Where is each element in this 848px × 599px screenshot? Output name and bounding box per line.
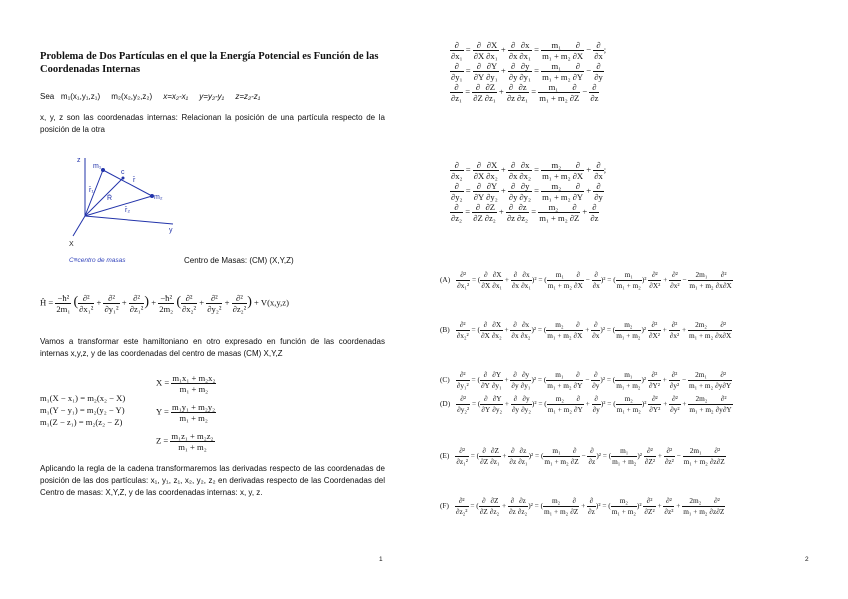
transform-text: Vamos a transformar este hamiltoniano en otro expresado en función de las coordenadas internas x,y,z, y de las coordenadas del centro de masas (CM) X,Y,Z: [40, 337, 385, 358]
cm-eq-2: m₁(Y − y₁) = m₂(y₂ − Y): [40, 405, 125, 415]
d2-y: $\frac{\partial}{\text{∂y₂}}$ = $\frac{\partial}{\partial Y}$ $\frac{\partial Y}{\text{∂y₂}}$ + $\frac{\partial}{\partial y}$ $\frac{\partial y}{\text{∂y₂}}$ = $\frac{\text{m₂}}{\text{m₁ + m₂}}$ $\frac{\partial}{\partial Y}$ + $\frac{\partial}{\partial y}$: [451, 181, 603, 202]
hamiltonian-equation: Ĥ = $\frac{\text{−ħ²}}{\text{2m₁}}$ ( $\frac{\text{∂²}}{\text{∂x₁²}}$ + $\frac{\text{∂²}}{\text{∂y₁²}}$ + $\frac{\text{∂²}}{\text{∂z₁²}}$ ) + $\frac{\text{−ħ²}}{\text{2m₂}}$ ( $\frac{\text{∂²}}{\text{∂x₂²}}$ + $\frac{\text{∂²}}{\text{∂y₂²}}$ + $\frac{\text{∂²}}{\text{∂z₂²}}$ ) + V(x,y,z): [40, 293, 289, 314]
X-lhs: X =: [156, 377, 170, 388]
second-derivative-expr: $\frac{\text{∂²}}{\text{∂x₁²}}$ = ( $\frac{\partial}{\partial X}$ $\frac{\partial X}{\text{∂x₁}}$ + $\frac{\partial}{\partial x}$ $\frac{\partial x}{\text{∂x₁}}$ )² = ( $\frac{\text{m₁}}{\text{m₁ + m₂}}$ $\frac{\partial}{\partial X}$ − $\frac{\partial}{\partial x}$ )² = ( $\frac{\text{m₁}}{\text{m₁ + m₂}}$ )² $\frac{\text{∂²}}{\text{∂X²}}$ + $\frac{\text{∂²}}{\text{∂x²}}$ − $\frac{\text{2m₁}}{\text{m₁ + m₂}}$ $\frac{\text{∂²}}{\partial x\partial X}$: [457, 270, 732, 290]
fig-r1: r̄₁: [89, 187, 94, 194]
second-derivative-row: [440, 496, 725, 517]
d2-z: $\frac{\partial}{\text{∂z₂}}$ = $\frac{\partial}{\partial Z}$ $\frac{\partial Z}{\text{∂z₂}}$ + $\frac{\partial}{\partial z}$ $\frac{\partial z}{\text{∂z₂}}$ = $\frac{\text{m₂}}{\text{m₁ + m₂}}$ $\frac{\partial}{\partial Z}$ + $\frac{\partial}{\partial z}$: [451, 202, 599, 223]
sea-label: Sea: [40, 92, 55, 101]
X-den: m₁ + m₂: [179, 384, 209, 394]
equation-label: (D): [440, 399, 451, 409]
fig-R: R̄: [107, 195, 113, 202]
d2-x: $\frac{\partial}{\text{∂x₂}}$ = $\frac{\partial}{\partial X}$ $\frac{\partial X}{\text{∂x₂}}$ + $\frac{\partial}{\partial x}$ $\frac{\partial x}{\text{∂x₂}}$ = $\frac{\text{m₂}}{\text{m₁ + m₂}}$ $\frac{\partial}{\partial X}$ + $\frac{\partial}{\partial x}$ ;: [451, 160, 607, 181]
coordinate-figure: [55, 150, 195, 268]
equation-label: (B): [440, 325, 450, 335]
Z-lhs: Z =: [156, 435, 169, 446]
fig-r: r̄: [133, 177, 136, 184]
Y-lhs: Y =: [156, 406, 169, 417]
fig-m2: m₂: [154, 194, 163, 201]
equation-label: (A): [440, 275, 451, 285]
page-2: [424, 0, 848, 599]
d1-y: $\frac{\partial}{\text{∂y₁}}$ = $\frac{\partial}{\partial Y}$ $\frac{\partial Y}{\text{∂y₁}}$ + $\frac{\partial}{\partial y}$ $\frac{\partial y}{\text{∂y₁}}$ = $\frac{\text{m₁}}{\text{m₁ + m₂}}$ $\frac{\partial}{\partial Y}$ − $\frac{\partial}{\partial y}$: [451, 61, 603, 82]
d1-x: $\frac{\partial}{\text{∂x₁}}$ = $\frac{\partial}{\partial X}$ $\frac{\partial X}{\text{∂x₁}}$ + $\frac{\partial}{\partial x}$ $\frac{\partial x}{\text{∂x₁}}$ = $\frac{\text{m₁}}{\text{m₁ + m₂}}$ $\frac{\partial}{\partial X}$ − $\frac{\partial}{\partial x}$ ;: [451, 40, 607, 61]
second-derivative-expr: $\frac{\text{∂²}}{\text{∂z₂²}}$ = ( $\frac{\partial}{\partial Z}$ $\frac{\partial Z}{\text{∂z₂}}$ + $\frac{\partial}{\partial z}$ $\frac{\partial z}{\text{∂z₂}}$ )² = ( $\frac{\text{m₂}}{\text{m₁ + m₂}}$ $\frac{\partial}{\partial Z}$ + $\frac{\partial}{\partial z}$ )² = ( $\frac{\text{m₂}}{\text{m₁ + m₂}}$ )² $\frac{\text{∂²}}{\text{∂Z²}}$ + $\frac{\text{∂²}}{\text{∂z²}}$ + $\frac{\text{2m₂}}{\text{m₁ + m₂}}$ $\frac{\text{∂²}}{\partial z\partial Z}$: [455, 496, 725, 516]
Y-den: m₁ + m₂: [179, 413, 208, 423]
X-num: m₁x₁ + m₂x₂: [172, 373, 216, 383]
page-number-2: 2: [805, 556, 809, 563]
second-derivative-row: [440, 394, 733, 415]
y-def: y=y₂-y₁: [199, 92, 225, 101]
Y-num: m₁y₁ + m₂y₂: [172, 402, 216, 412]
y-axis: [85, 216, 173, 224]
d1-z: $\frac{\partial}{\text{∂z₁}}$ = $\frac{\partial}{\partial Z}$ $\frac{\partial Z}{\text{∂z₁}}$ + $\frac{\partial}{\partial z}$ $\frac{\partial z}{\text{∂z₁}}$ = $\frac{\text{m₁}}{\text{m₁ + m₂}}$ $\frac{\partial}{\partial Z}$ − $\frac{\partial}{\partial z}$: [451, 82, 599, 103]
r1-vector: [85, 170, 103, 216]
X-cm-def: [156, 373, 216, 394]
fig-c: c: [121, 169, 125, 176]
equation-label: (C): [440, 375, 450, 385]
internal-coords-text: x, y, z son las coordenadas internas: Relacionan la posición de una partícula respecto de la posición de la otra: [40, 113, 385, 134]
first-derivatives-particle-2: [450, 160, 606, 223]
Z-num: m₁z₁ + m₂z₂: [171, 431, 214, 441]
equation-label: (F): [440, 501, 449, 511]
Y-cm-def: [156, 402, 216, 423]
second-derivative-row: [440, 370, 732, 391]
cm-point: [122, 177, 125, 180]
z-def: z=z₂-z₁: [235, 92, 261, 101]
fig-axis-x: X: [69, 241, 74, 248]
second-derivative-expr: $\frac{\text{∂²}}{\text{∂x₂²}}$ = ( $\frac{\partial}{\partial X}$ $\frac{\partial X}{\text{∂x₂}}$ + $\frac{\partial}{\partial x}$ $\frac{\partial x}{\text{∂x₂}}$ )² = ( $\frac{\text{m₂}}{\text{m₁ + m₂}}$ $\frac{\partial}{\partial X}$ + $\frac{\partial}{\partial x}$ )² = ( $\frac{\text{m₂}}{\text{m₁ + m₂}}$ )² $\frac{\text{∂²}}{\text{∂X²}}$ + $\frac{\text{∂²}}{\text{∂x²}}$ + $\frac{\text{2m₂}}{\text{m₁ + m₂}}$ $\frac{\text{∂²}}{\partial x\partial X}$: [456, 320, 732, 340]
first-derivatives-particle-1: [450, 40, 606, 103]
fig-axis-z: z: [77, 157, 81, 164]
m2-coords: m₂(x₂,y₂,z₂): [111, 92, 153, 101]
second-derivative-expr: $\frac{\text{∂²}}{\text{∂y₂²}}$ = ( $\frac{\partial}{\partial Y}$ $\frac{\partial Y}{\text{∂y₂}}$ + $\frac{\partial}{\partial y}$ $\frac{\partial y}{\text{∂y₂}}$ )² = ( $\frac{\text{m₂}}{\text{m₁ + m₂}}$ $\frac{\partial}{\partial Y}$ + $\frac{\partial}{\partial y}$ )² = ( $\frac{\text{m₂}}{\text{m₁ + m₂}}$ )² $\frac{\text{∂²}}{\text{∂Y²}}$ + $\frac{\text{∂²}}{\text{∂y²}}$ + $\frac{\text{2m₂}}{\text{m₁ + m₂}}$ $\frac{\text{∂²}}{\partial y\partial Y}$: [457, 394, 732, 414]
x-def: x=x₂-x₁: [163, 92, 189, 101]
equation-label: (E): [440, 451, 450, 461]
x-axis: [73, 216, 85, 236]
Z-cm-def: [156, 431, 215, 452]
cm-eq-3: m₁(Z − z₁) = m₂(z₂ − Z): [40, 417, 123, 427]
second-derivative-row: [440, 320, 732, 341]
cm-equations: [40, 392, 125, 428]
m1-coords: m₁(x₁,y₁,z₁): [60, 92, 101, 101]
page-number-1: 1: [379, 556, 383, 563]
second-derivative-expr: $\frac{\text{∂²}}{\text{∂z₁²}}$ = ( $\frac{\partial}{\partial Z}$ $\frac{\partial Z}{\text{∂z₁}}$ + $\frac{\partial}{\partial z}$ $\frac{\partial z}{\text{∂z₁}}$ )² = ( $\frac{\text{m₁}}{\text{m₁ + m₂}}$ $\frac{\partial}{\partial Z}$ − $\frac{\partial}{\partial z}$ )² = ( $\frac{\text{m₁}}{\text{m₁ + m₂}}$ )² $\frac{\text{∂²}}{\text{∂Z²}}$ + $\frac{\text{∂²}}{\text{∂z²}}$ − $\frac{\text{2m₁}}{\text{m₁ + m₂}}$ $\frac{\text{∂²}}{\partial z\partial Z}$: [456, 446, 725, 466]
cm-label: Centro de Masas: (CM) (X,Y,Z): [184, 256, 294, 265]
cm-eq-1: m₁(X − x₁) = m₂(x₂ − X): [40, 393, 126, 403]
chain-rule-text: Aplicando la regla de la cadena transformaremos las derivadas respecto de las coordenadas de posición de las dos partículas: x₁, y₁, z₁, x₂, y₂, z₂ en derivadas respecto de las Coordenadas del Centro de masas: X,Y,Z, y de las coordenadas internas: x, y, z.: [40, 464, 385, 497]
Z-den: m₁ + m₂: [178, 442, 207, 452]
fig-r2: r̄₂: [125, 207, 131, 214]
m1-point: [101, 168, 105, 172]
particle-definitions: [40, 92, 260, 101]
fig-m1: m₁: [93, 163, 102, 170]
fig-axis-y: y: [169, 227, 173, 234]
document-title: Problema de Dos Partículas en el que la Energía Potencial es Función de las Coordenadas Internas: [40, 51, 379, 75]
second-derivative-row: [440, 270, 733, 291]
fig-caption: C≡centro de masas: [69, 257, 126, 264]
second-derivative-row: [440, 446, 726, 467]
second-derivative-expr: $\frac{\text{∂²}}{\text{∂y₁²}}$ = ( $\frac{\partial}{\partial Y}$ $\frac{\partial Y}{\text{∂y₁}}$ + $\frac{\partial}{\partial y}$ $\frac{\partial y}{\text{∂y₁}}$ )² = ( $\frac{\text{m₁}}{\text{m₁ + m₂}}$ $\frac{\partial}{\partial Y}$ − $\frac{\partial}{\partial y}$ )² = ( $\frac{\text{m₁}}{\text{m₁ + m₂}}$ )² $\frac{\text{∂²}}{\text{∂Y²}}$ + $\frac{\text{∂²}}{\text{∂y²}}$ − $\frac{\text{2m₁}}{\text{m₁ + m₂}}$ $\frac{\text{∂²}}{\partial y\partial Y}$: [456, 370, 732, 390]
r-vector: [103, 170, 152, 196]
